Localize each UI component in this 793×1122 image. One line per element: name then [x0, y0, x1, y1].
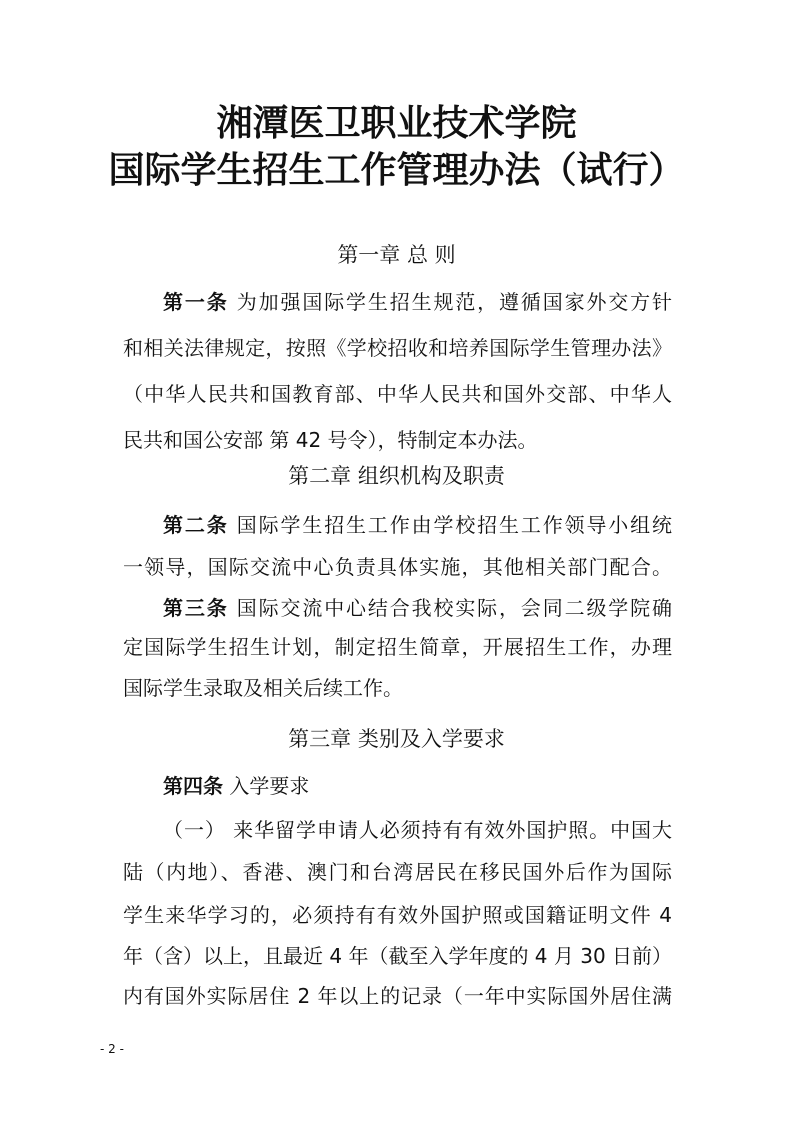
article-4-line-1 — [163, 771, 672, 801]
article-3-line-2: 定国际学生招生计划，制定招生简章，开展招生工作，办理 — [123, 635, 672, 659]
article-4-title: 入学要求 — [229, 774, 310, 798]
article-2-label: 第二条 — [163, 513, 229, 537]
article-2-text-1: 国际学生招生工作由学校招生工作领导小组统 — [236, 513, 673, 537]
article-4-para-line-4: 年（含）以上，且最近 4 年（截至入学年度的 4 月 30 日前） — [123, 944, 673, 968]
article-3-label: 第三条 — [163, 596, 229, 620]
article-4-para-line-5: 内有国外实际居住 2 年以上的记录（一年中实际国外居住满 — [123, 984, 672, 1008]
article-1-text-1: 为加强国际学生招生规范，遵循国家外交方针 — [236, 290, 673, 314]
chapter-1-heading: 第一章 总 则 — [337, 243, 456, 267]
article-4-label: 第四条 — [163, 774, 223, 798]
article-4-para-line-2: 陆（内地）、香港、澳门和台湾居民在移民国外后作为国际 — [123, 860, 672, 884]
article-2-line-1 — [163, 510, 672, 540]
article-3-line-3: 国际学生录取及相关后续工作。 — [123, 676, 403, 700]
article-1-label: 第一条 — [163, 290, 229, 314]
page-number: - 2 - — [100, 1042, 124, 1056]
title-school-name: 湘潭医卫职业技术学院 — [216, 102, 577, 144]
chapter-2-heading: 第二章 组织机构及职责 — [288, 464, 505, 488]
article-3-text-1: 国际交流中心结合我校实际，会同二级学院确 — [236, 596, 673, 620]
article-3-line-1 — [163, 593, 672, 623]
article-1-line-2: 和相关法律规定，按照《学校招收和培养国际学生管理办法》 — [123, 336, 672, 360]
article-2-line-2: 一领导，国际交流中心负责具体实施，其他相关部门配合。 — [123, 555, 672, 579]
chapter-3-heading: 第三章 类别及入学要求 — [288, 727, 505, 751]
article-1-line-1 — [163, 287, 672, 317]
title-document-name: 国际学生招生工作管理办法（试行） — [108, 149, 685, 191]
article-4-para-line-1: （一） 来华留学申请人必须持有有效外国护照。中国大 — [163, 818, 672, 842]
article-1-line-3: （中华人民共和国教育部、中华人民共和国外交部、中华人 — [123, 382, 672, 406]
article-4-para-line-3: 学生来华学习的，必须持有有效外国护照或国籍证明文件 4 — [123, 903, 672, 927]
article-1-line-4: 民共和国公安部 第 42 号令），特制定本办法。 — [123, 428, 538, 452]
